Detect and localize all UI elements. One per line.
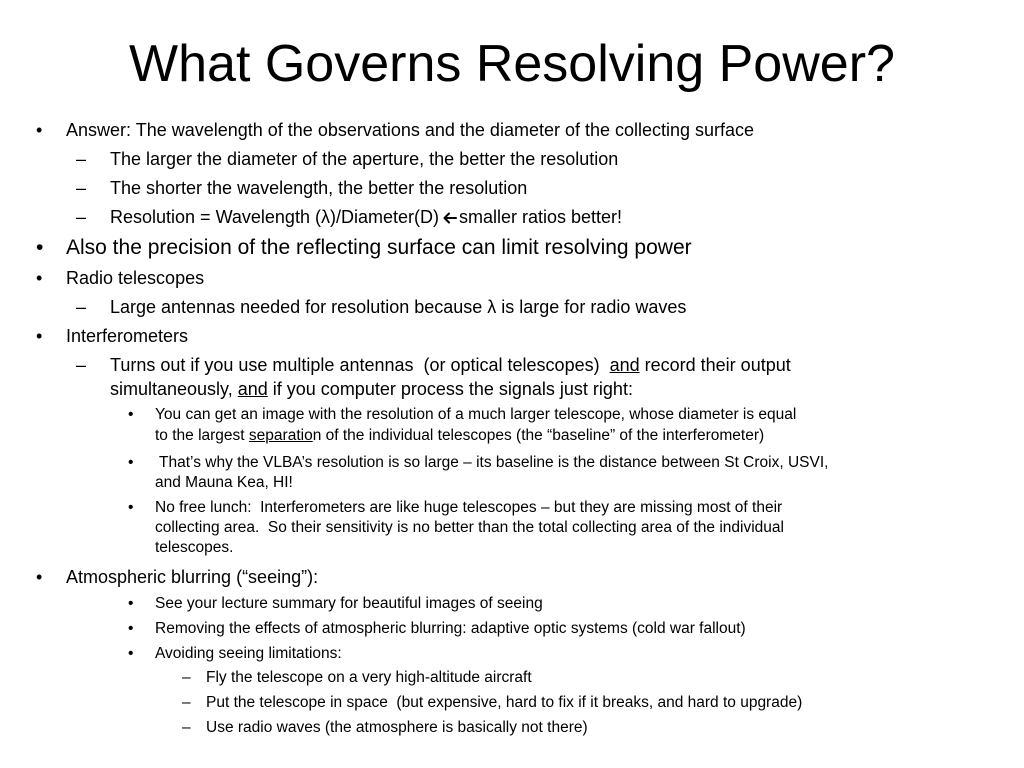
sub-sub-bullet-adaptive-optics xyxy=(128,619,746,638)
sub-sub-bullet-vlba-line2: and Mauna Kea, HI! xyxy=(155,474,293,491)
level4-radio xyxy=(182,718,588,737)
bullet-marker: • xyxy=(36,120,43,140)
sub-bullet-formula xyxy=(76,205,622,229)
bullet-marker: • xyxy=(128,595,134,612)
sub-sub-bullet-free-lunch-line2: collecting area. So their sensitivity is no better than the total collecting area of the individual xyxy=(155,519,784,536)
bullet-text: Radio telescopes xyxy=(66,268,205,288)
sub-sub-bullet-text: Avoiding seeing limitations: xyxy=(155,645,342,662)
slide-title: What Governs Resolving Power? xyxy=(129,35,895,93)
sub-sub-bullet-seeing-images xyxy=(128,594,543,613)
bullet-marker: • xyxy=(36,236,44,259)
bullet-text: Interferometers xyxy=(66,326,189,346)
dash-marker: – xyxy=(76,297,87,317)
bullet-marker: • xyxy=(128,499,134,516)
sub-bullet-diameter xyxy=(76,147,618,171)
sub-sub-bullet-image-res xyxy=(128,405,796,424)
formula-left: Resolution = Wavelength (λ)/Diameter(D) xyxy=(110,207,439,227)
sub-bullet-text: The larger the diameter of the aperture, the better the resolution xyxy=(110,149,619,169)
sub-sub-bullet-vlba xyxy=(128,453,828,472)
turns-out-part1: Turns out if you use multiple antennas (or optical telescopes) xyxy=(110,355,610,375)
sub-sub-bullet-free-lunch xyxy=(128,498,782,517)
sub-sub-bullet-text: You can get an image with the resolution of a much larger telescope, whose diameter is equal xyxy=(155,406,797,423)
left-arrow-icon xyxy=(443,212,457,224)
sub-bullet-turns-out-line2 xyxy=(110,377,633,401)
bullet-answer xyxy=(36,118,754,142)
image-res-line2a: to the largest xyxy=(155,427,249,444)
level4-text: Use radio waves (the atmosphere is basically not there) xyxy=(206,719,588,736)
sub-bullet-wavelength xyxy=(76,176,527,200)
turns-out-and2: and xyxy=(237,379,268,399)
sub-sub-bullet-image-res-line2 xyxy=(155,426,764,445)
sub-bullet-turns-out xyxy=(76,353,791,377)
bullet-marker: • xyxy=(36,326,43,346)
image-res-separation: separatio xyxy=(248,427,313,444)
sub-sub-bullet-text: No free lunch: Interferometers are like huge telescopes – but they are missing most of their xyxy=(155,499,783,516)
dash-marker: – xyxy=(76,149,87,169)
bullet-marker: • xyxy=(128,620,134,637)
turns-out-part2: record their output xyxy=(639,355,791,375)
bullet-text: Atmospheric blurring (“seeing”): xyxy=(66,567,319,587)
sub-sub-bullet-text: See your lecture summary for beautiful images of seeing xyxy=(155,595,543,612)
turns-out-line2a: simultaneously, xyxy=(110,379,238,399)
dash-marker: – xyxy=(182,669,191,686)
sub-bullet-text: The shorter the wavelength, the better the resolution xyxy=(110,178,528,198)
sub-bullet-radio xyxy=(76,295,686,319)
turns-out-and: and xyxy=(609,355,640,375)
bullet-precision xyxy=(36,235,692,261)
image-res-line2b: n of the individual telescopes (the “baseline” of the interferometer) xyxy=(312,427,765,444)
bullet-text: Also the precision of the reflecting surface can limit resolving power xyxy=(66,236,692,259)
dash-marker: – xyxy=(182,694,191,711)
level4-text: Fly the telescope on a very high-altitude aircraft xyxy=(206,669,532,686)
bullet-marker: • xyxy=(36,567,43,587)
dash-marker: – xyxy=(182,719,191,736)
bullet-marker: • xyxy=(128,645,134,662)
sub-sub-bullet-text: Removing the effects of atmospheric blurring: adaptive optic systems (cold war fallout) xyxy=(155,620,746,637)
sub-bullet-text: Large antennas needed for resolution because λ is large for radio waves xyxy=(110,297,687,317)
turns-out-line2b: if you computer process the signals just right: xyxy=(267,379,633,399)
bullet-marker: • xyxy=(36,268,43,288)
sub-sub-bullet-text: That’s why the VLBA’s resolution is so large – its baseline is the distance between St Croix, USVI, xyxy=(155,454,829,471)
formula-right: smaller ratios better! xyxy=(458,207,623,227)
bullet-marker: • xyxy=(128,454,134,471)
bullet-atmospheric xyxy=(36,565,318,589)
bullet-interferometers xyxy=(36,324,188,348)
dash-marker: – xyxy=(76,178,87,198)
bullet-text: Answer: The wavelength of the observations and the diameter of the collecting surface xyxy=(66,120,755,140)
sub-sub-bullet-avoid-seeing xyxy=(128,644,342,663)
level4-space xyxy=(182,693,802,712)
dash-marker: – xyxy=(76,355,87,375)
formula-text xyxy=(110,205,622,229)
sub-sub-bullet-free-lunch-line3: telescopes. xyxy=(155,539,234,556)
bullet-marker: • xyxy=(128,406,134,423)
sub-bullet-text xyxy=(110,353,791,377)
dash-marker: – xyxy=(76,207,87,227)
bullet-radio xyxy=(36,266,204,290)
level4-text: Put the telescope in space (but expensive, hard to fix if it breaks, and hard to upgrade) xyxy=(206,694,803,711)
level4-aircraft xyxy=(182,668,532,687)
